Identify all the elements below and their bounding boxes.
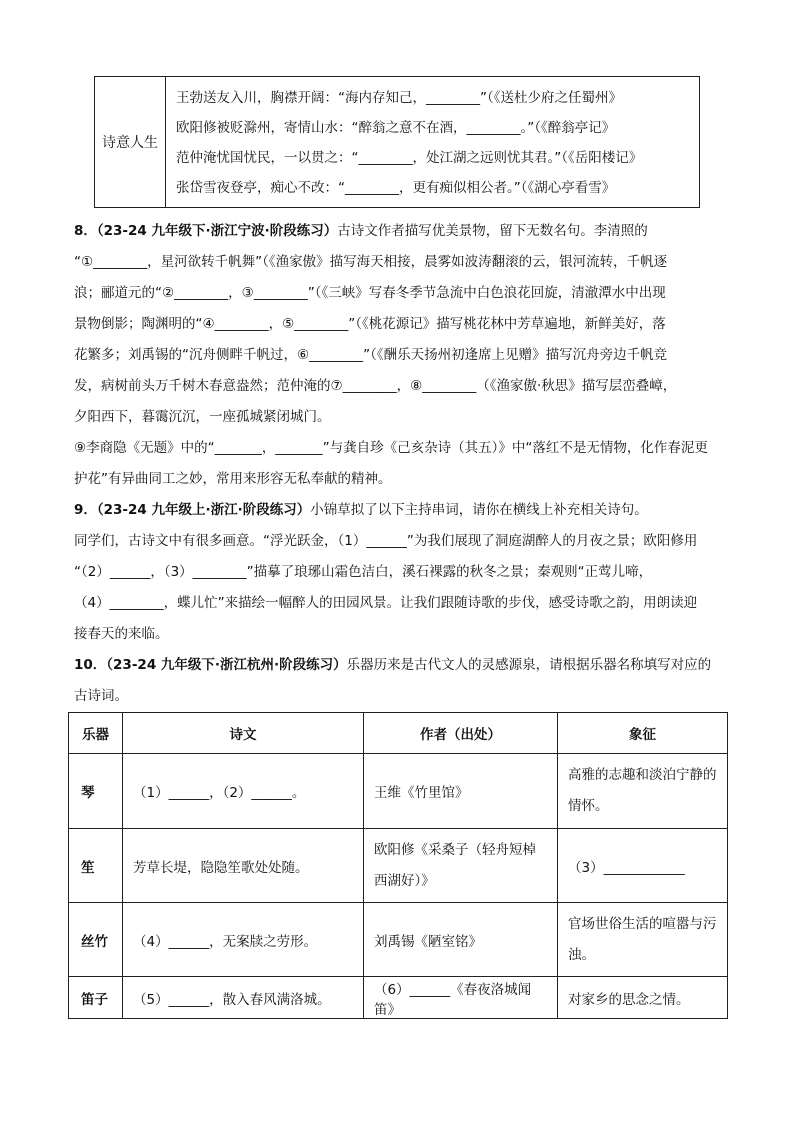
question-8-line: 花繁多；刘禹锡的“沉舟侧畔千帆过，⑥________”（《酬乐天扬州初逢席上见赠》描写沉舟旁边千帆竞	[74, 347, 668, 363]
instrument-cell: 笙	[69, 829, 123, 903]
instrument-cell: 琴	[69, 754, 123, 829]
question-8-line: “①________，星河欲转千帆舞”（《渔家傲》描写海天相接，晨雾如波涛翻滚的云，银河流转，千帆逐	[74, 254, 668, 270]
header-instrument: 乐器	[69, 713, 123, 754]
instrument-table	[68, 712, 728, 1019]
table-label: 诗意人生	[95, 77, 166, 208]
header-symbol: 象征	[558, 713, 728, 754]
table-line: 王勃送友入川，胸襟开阔：“海内存知己，________”（《送杜少府之任蜀州》	[176, 90, 622, 106]
table-line: 张岱雪夜登亭，痴心不改：“________，更有痴似相公者。”（《湖心亭看雪》	[176, 180, 616, 196]
question-10-number: 10．（23-24 九年级下·浙江杭州·阶段练习）	[74, 657, 347, 673]
question-9-line: “（2）______，（3）________”描摹了琅琊山霜色洁白，溪石裸露的秋冬之景；秦观则“正莺儿啼，	[74, 564, 653, 580]
table-line: 欧阳修被贬滁州，寄情山水：“醉翁之意不在酒，________。”（《醉翁亭记》	[176, 120, 616, 136]
question-8-number: 8．（23-24 九年级下·浙江宁波·阶段练习）	[74, 223, 338, 239]
table-header-row	[69, 713, 728, 754]
question-10-line: 古诗词。	[74, 688, 128, 704]
table-line: 范仲淹忧国忧民，一以贯之：“________，处江湖之远则忧其君。”（《岳阳楼记》	[176, 150, 643, 166]
instrument-cell: 丝竹	[69, 903, 123, 977]
question-9-line: 同学们，古诗文中有很多画意。“浮光跃金，（1）______”为我们展现了洞庭湖醉人的月夜之景；欧阳修用	[74, 533, 698, 549]
symbol-cell: 对家乡的思念之情。	[558, 977, 728, 1019]
question-8-line: 夕阳西下，暮霭沉沉，一座孤城紧闭城门。	[74, 409, 331, 425]
header-author: 作者（出处）	[364, 713, 558, 754]
symbol-cell: 高雅的志趣和淡泊宁静的情怀。	[558, 754, 728, 829]
poetic-life-table	[94, 76, 700, 208]
table-row	[69, 754, 728, 829]
poem-cell: （5）______，散入春风满洛城。	[123, 977, 364, 1019]
header-poem: 诗文	[123, 713, 364, 754]
author-cell: （6）______《春夜洛城闻笛》	[364, 977, 558, 1019]
table-row	[69, 829, 728, 903]
question-8-line: 景物倒影；陶渊明的“④________，⑤________”（《桃花源记》描写桃花林中芳草遍地，新鲜美好，落	[74, 316, 666, 332]
table-row	[69, 903, 728, 977]
question-10	[74, 650, 722, 712]
question-9-number: 9．（23-24 九年级上·浙江·阶段练习）	[74, 502, 311, 518]
question-8	[74, 216, 722, 495]
table-row	[69, 977, 728, 1019]
symbol-cell: 官场世俗生活的喧嚣与污浊。	[558, 903, 728, 977]
symbol-cell: （3）____________	[558, 829, 728, 903]
author-cell: 刘禹锡《陋室铭》	[364, 903, 558, 977]
question-10-line: 10．（23-24 九年级下·浙江杭州·阶段练习）乐器历来是古代文人的灵感源泉，请根据乐器名称填写对应的	[74, 657, 712, 673]
question-8-line: 浪；郦道元的“②________，③________”（《三峡》写春冬季节急流中白色浪花回旋，清澈潭水中出现	[74, 285, 666, 301]
author-cell: 欧阳修《采桑子（轻舟短棹西湖好）》	[364, 829, 558, 903]
question-9-line: （4）________，蝶儿忙”来描绘一幅醉人的田园风景。让我们跟随诗歌的步伐，感受诗歌之韵，用朗读迎	[74, 595, 698, 611]
poem-cell: 芳草长堤，隐隐笙歌处处随。	[123, 829, 364, 903]
table-lines	[166, 77, 700, 208]
question-8-line: ⑨李商隐《无题》中的“_______，_______”与龚自珍《己亥杂诗（其五）》中“落红不是无情物，化作春泥更	[74, 440, 708, 456]
question-9	[74, 495, 722, 650]
instrument-cell: 笛子	[69, 977, 123, 1019]
question-8-line: 8．（23-24 九年级下·浙江宁波·阶段练习）古诗文作者描写优美景物，留下无数名句。李清照的	[74, 223, 648, 239]
author-cell: 王维《竹里馆》	[364, 754, 558, 829]
question-9-line: 接春天的来临。	[74, 626, 169, 642]
poem-cell: （4）______，无案牍之劳形。	[123, 903, 364, 977]
poem-cell: （1）______，（2）______。	[123, 754, 364, 829]
question-9-line: 9．（23-24 九年级上·浙江·阶段练习）小锦草拟了以下主持串词，请你在横线上补充相关诗句。	[74, 502, 648, 518]
question-8-line: 护花”有异曲同工之妙，常用来形容无私奉献的精神。	[74, 471, 392, 487]
question-8-line: 发，病树前头万千树木春意盎然；范仲淹的⑦________，⑧________（《渔家傲·秋思》描写层峦叠嶂，	[74, 378, 677, 394]
